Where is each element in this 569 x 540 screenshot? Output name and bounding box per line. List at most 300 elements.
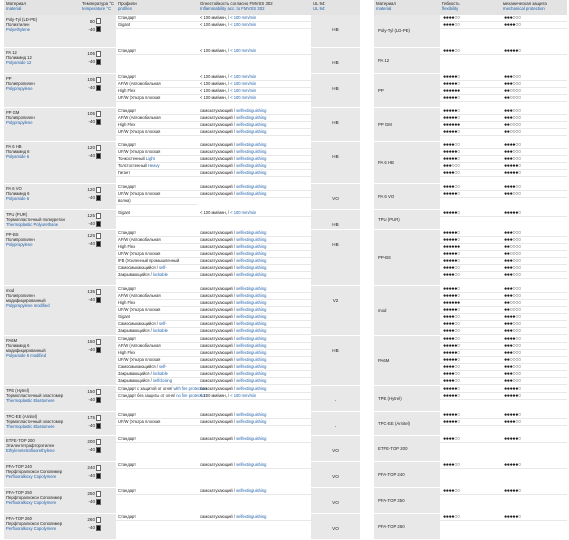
profile-item [116, 122, 198, 129]
material-cell [4, 229, 80, 285]
mechanical-protection-cell [501, 411, 567, 435]
material-name: PFA-TOP 240 [6, 463, 32, 469]
temperature-low-marker [96, 347, 101, 353]
material-name: TPC-EE (Arnitel) [6, 413, 38, 419]
temperature-min [82, 152, 116, 160]
flammability-ru: самозатухающий [200, 121, 233, 127]
profile-item [116, 514, 198, 521]
temperature-cell [80, 107, 116, 141]
protection-dots: ●●●○○○ [501, 81, 567, 88]
flammability-item: самозатухающий / selfextinguishing [198, 251, 311, 258]
flexibility-dots: ●●●●●● [440, 244, 501, 251]
temperature-value: -40 [88, 423, 95, 428]
profile-item [116, 350, 198, 357]
protection-dots: ●●●○○○ [501, 328, 567, 335]
temperature-high-marker [96, 51, 101, 57]
flammability-cell [198, 15, 311, 47]
material-name: TPE (Hytrel) [6, 387, 30, 393]
profile-item [116, 462, 198, 469]
flammability-ru: самозатухающий [200, 285, 233, 291]
flexibility-dots: ●●●●●○ [440, 129, 501, 136]
profile-name-en: lockable [152, 370, 168, 376]
flammability-item: < 100 мм/мин, / < 100 mm/min [198, 48, 311, 55]
flammability-item: самозатухающий / selfextinguishing [198, 336, 311, 343]
material-row [4, 461, 360, 487]
flexibility-dots: ●●●●●○ [440, 286, 501, 293]
flexibility-cell [440, 385, 501, 411]
profiles-cell [116, 183, 198, 209]
flammability-item: < 100 мм/мин, / < 100 mm/min [198, 15, 311, 22]
flammability-en: selfextinguishing [236, 107, 267, 113]
flammability-ru: самозатухающий [200, 250, 233, 256]
profile-name: Стандарт [118, 141, 137, 147]
flammability-en: selfextinguishing [236, 243, 267, 249]
flammability-ru: самозатухающий [200, 356, 233, 362]
flammability-en: < 100 mm/min [230, 94, 257, 100]
flammability-ru: самозатухающий [200, 363, 233, 369]
profile-item [116, 343, 198, 350]
flammability-item: самозатухающий / selfextinguishing [198, 412, 311, 419]
flammability-ru: самозатухающий [200, 257, 233, 263]
protection-dots: ●●●●●○ [501, 393, 567, 400]
profile-name-en: no fire protection [176, 392, 207, 398]
flexibility-dots: ●●●●●○ [440, 115, 501, 122]
flexibility-dots: ●●●●○○ [440, 184, 501, 191]
material-name: Полиамид 6 [6, 342, 30, 348]
temperature-cell [80, 335, 116, 385]
temperature-max [82, 186, 116, 194]
profile-name: Стандарт [118, 513, 137, 519]
temperature-max [82, 212, 116, 220]
profile-name: AF/W (Автомобильная [118, 80, 161, 86]
flammability-cell [198, 107, 311, 141]
flammability-en: selfextinguishing [236, 121, 267, 127]
protection-dots: ●●○○○○ [501, 95, 567, 102]
profile-name: UF/W (Ультра плоская [118, 94, 161, 100]
profile-item [116, 385, 207, 393]
profiles-cell [116, 209, 198, 229]
material-row [4, 73, 360, 107]
material-name: Перфторалкокси Сополимер [6, 520, 63, 526]
profile-item [116, 371, 198, 378]
profile-name: UF/W (Ультра плоская [118, 128, 161, 134]
flammability-ru: самозатухающий [200, 342, 233, 348]
profile-item [116, 357, 198, 364]
material-name: Перфторалкокси Сополимер [6, 468, 63, 474]
profile-name: AF/W (Автомобильная [118, 342, 161, 348]
protection-dots: ●●●○○○ [501, 156, 567, 163]
profile-item [116, 336, 198, 343]
profile-name: Стандарт [118, 73, 137, 79]
flexibility-dots: ●●●●●○ [440, 95, 501, 102]
temperature-value: 150 [87, 339, 95, 344]
profile-name: Закрывающийся / [118, 370, 152, 376]
mechanical-protection-cell [501, 229, 567, 285]
material-cell [4, 461, 80, 487]
rating-row [374, 461, 567, 487]
profiles-cell [116, 335, 198, 385]
profile-name: Gigant [118, 313, 131, 319]
mechanical-protection-cell [501, 47, 567, 73]
profile-item [116, 191, 198, 198]
flexibility-dots: ●●●●●○ [440, 191, 501, 198]
flexibility-dots: ●●●●○○ [440, 378, 501, 385]
mechanical-protection-cell [501, 209, 567, 229]
temperature-min [82, 422, 116, 430]
flexibility-dots: ●●●●○○ [440, 48, 501, 55]
profile-name: Закрывающийся / [118, 377, 152, 383]
flammability-cell [198, 461, 311, 487]
flammability-ru: самозатухающий [200, 148, 233, 154]
flammability-cell [198, 411, 311, 435]
flammability-item: самозатухающий / selfextinguishing [198, 122, 311, 129]
flammability-ru: самозатухающий [200, 513, 233, 519]
profile-item [116, 156, 198, 163]
flexibility-cell [440, 411, 501, 435]
temperature-value: 120 [87, 145, 95, 150]
flammability-item: самозатухающий / selfextinguishing [198, 462, 311, 469]
temperature-min [82, 498, 116, 506]
flexibility-dots: ●●●●●○ [440, 156, 501, 163]
protection-dots: ●●○○○○ [501, 129, 567, 136]
temperature-max [82, 17, 116, 25]
temperature-max [82, 464, 116, 472]
rating-row [374, 47, 567, 73]
profile-name: Стандарт [118, 487, 137, 493]
flammability-ru: самозатухающий [200, 183, 233, 189]
flammability-en: selfextinguishing [236, 349, 267, 355]
profile-item [116, 392, 207, 400]
rating-row [374, 335, 567, 385]
flammability-item: < 100 мм/мин, / < 100 mm/min [198, 393, 311, 400]
flammability-item: самозатухающий / selfextinguishing [198, 149, 311, 156]
flammability-ru: самозатухающий [200, 107, 233, 113]
material-name: Полипропилен [6, 80, 35, 86]
profile-item [116, 184, 198, 191]
flammability-item: самозатухающий / selfextinguishing [198, 184, 311, 191]
temperature-cell [80, 15, 116, 47]
profile-name: AF/W (Автомобильная [118, 292, 161, 298]
ul94-rating: HB [311, 15, 360, 47]
flammability-en: < 100 mm/min [230, 392, 257, 398]
profile-name: UF/W (Ультра плоская [118, 250, 161, 256]
flammability-cell [198, 229, 311, 285]
flexibility-dots: ●●●●○○ [440, 371, 501, 378]
protection-dots: ●●○○○○ [501, 307, 567, 314]
material-name: Перфторалкокси Сополимер [6, 494, 63, 500]
flammability-ru: самозатухающий [200, 461, 233, 467]
flammability-cell [198, 209, 311, 229]
flexibility-cell [440, 183, 501, 209]
temperature-cell [80, 385, 116, 411]
temperature-max [82, 438, 116, 446]
flexibility-cell [440, 487, 501, 513]
protection-dots: ●●●○○○ [501, 74, 567, 81]
temperature-min [82, 58, 116, 66]
protection-dots: ●●○○○○ [501, 244, 567, 251]
flammability-en: selfextinguishing [236, 229, 267, 235]
material-name: Полиамид 6 [6, 148, 30, 154]
flexibility-dots: ●●●●○○ [440, 321, 501, 328]
profile-name-en: Light [145, 155, 155, 161]
material-cell [4, 73, 80, 107]
flammability-ru: < 100 мм/мин, [200, 87, 227, 93]
right-table [374, 0, 567, 540]
flexibility-dots: ●●●●●○ [440, 210, 501, 217]
material-cell [4, 209, 80, 229]
ul94-rating: HB [311, 73, 360, 107]
mechanical-protection-cell [501, 73, 567, 107]
profile-name: High Flex [118, 87, 136, 93]
profile-name: Стандарт [118, 107, 137, 113]
flammability-ru: < 100 мм/мин, [200, 94, 227, 100]
temperature-low-marker [96, 221, 101, 227]
flexibility-dots: ●●●●○○ [440, 462, 501, 469]
flammability-item: самозатухающий / selfextinguishing [198, 129, 311, 136]
flammability-item: самозатухающий / selfextinguishing [198, 265, 311, 272]
flammability-en: selfextinguishing [236, 299, 267, 305]
flammability-ru: самозатухающий [200, 229, 233, 235]
rating-material-name: TPU (PUR) [374, 209, 440, 229]
protection-dots: ●●○○○○ [501, 122, 567, 129]
temperature-value: 240 [87, 465, 95, 470]
material-name: PFA-TOP 260 [6, 515, 32, 521]
protection-dots: ●●○○○○ [501, 251, 567, 258]
rating-material-name: PA 6 VO [374, 183, 440, 209]
rating-row [374, 435, 567, 461]
profile-name: UF/W (Ультра плоская [118, 306, 161, 312]
temperature-cell [80, 209, 116, 229]
flammability-en: selfextinguishing [236, 377, 267, 383]
mechanical-protection-cell [501, 335, 567, 385]
protection-dots: ●●●○○○ [501, 149, 567, 156]
flammability-ru: самозатухающий [200, 162, 233, 168]
flammability-ru: самозатухающий [200, 141, 233, 147]
profile-name-en: with fire protection [173, 385, 207, 391]
protection-dots: ●●●○○○ [501, 350, 567, 357]
profile-item [116, 412, 198, 419]
rating-material-name: mod [374, 285, 440, 335]
temperature-min [82, 240, 116, 248]
header-temperature: Температура °C temperature °C [80, 0, 116, 15]
material-cell [4, 411, 80, 435]
material-name-en: Polyamide 6 [6, 153, 30, 159]
profile-item [116, 129, 198, 136]
flexibility-cell [440, 335, 501, 385]
flexibility-cell [440, 15, 501, 47]
material-name-en: Perfluoralkoxy Copolymere [6, 473, 57, 479]
temperature-low-marker [96, 119, 101, 125]
material-name-en: Polypropylene [6, 241, 33, 247]
flammability-en: selfextinguishing [236, 461, 267, 467]
rating-material-name: PA 6 HB [374, 141, 440, 183]
protection-dots: ●●○○○○ [501, 357, 567, 364]
temperature-low-marker [96, 85, 101, 91]
flammability-cell [198, 47, 311, 73]
profile-name: Самосмыкающийся / [118, 264, 158, 270]
flammability-en: selfextinguishing [236, 327, 267, 333]
flammability-ru: < 100 мм/мин, [200, 80, 227, 86]
flexibility-cell [440, 107, 501, 141]
protection-dots: ●●●●○○ [501, 142, 567, 149]
flammability-ru: самозатухающий [200, 370, 233, 376]
mechanical-protection-cell [501, 107, 567, 141]
material-name-en: Polypropylene modified [6, 302, 50, 308]
flammability-en: selfextinguishing [236, 250, 267, 256]
temperature-min [82, 346, 116, 354]
flammability-ru: самозатухающий [200, 169, 233, 175]
flammability-ru: самозатухающий [200, 385, 233, 391]
flammability-ru: < 100 мм/мин, [200, 209, 227, 215]
flammability-item: самозатухающий / selfextinguishing [198, 230, 311, 237]
flammability-cell [198, 285, 311, 335]
profile-item [116, 230, 198, 237]
flammability-en: selfextinguishing [236, 356, 267, 362]
protection-dots: ●●●○○○ [501, 230, 567, 237]
flammability-ru: < 100 мм/мин, [200, 392, 227, 398]
flexibility-dots: ●●●●●○ [440, 149, 501, 156]
profile-name: Закрывающийся / [118, 271, 152, 277]
flammability-cell [198, 183, 311, 209]
flammability-item: самозатухающий / selfextinguishing [198, 300, 311, 307]
profile-name: Стандарт [118, 15, 137, 20]
profile-item [116, 142, 198, 149]
profile-name: Стандарт [118, 335, 137, 341]
profiles-cell [116, 435, 198, 461]
profile-name: High Flex [118, 349, 136, 355]
temperature-high-marker [96, 233, 101, 239]
header-profiles: Профили profiles [116, 0, 198, 15]
protection-dots: ●●●●●○ [501, 488, 567, 495]
material-row [4, 335, 360, 385]
flammability-en: selfextinguishing [236, 114, 267, 120]
temperature-max [82, 516, 116, 524]
profile-item [116, 272, 198, 279]
material-name: Полипропилен [6, 114, 35, 120]
profile-item [116, 300, 198, 307]
material-name: Полипропилен [6, 292, 35, 298]
flexibility-dots: ●●●●●○ [440, 419, 501, 426]
flammability-item: самозатухающий / selfextinguishing [198, 293, 311, 300]
mechanical-protection-cell [501, 285, 567, 335]
rating-row [374, 487, 567, 513]
temperature-cell [80, 47, 116, 73]
flammability-item: самозатухающий / selfextinguishing [198, 142, 311, 149]
temperature-value: 260 [87, 517, 95, 522]
left-header-row [4, 0, 360, 15]
profile-item [116, 237, 198, 244]
temperature-cell [80, 411, 116, 435]
protection-dots: ●●●●●○ [501, 170, 567, 177]
flammability-en: selfextinguishing [236, 385, 267, 391]
temperature-high-marker [96, 213, 101, 219]
flammability-en: selfextinguishing [236, 513, 267, 519]
flammability-ru: < 100 мм/мин, [200, 73, 227, 79]
protection-dots: ●●●○○○ [501, 364, 567, 371]
temperature-value: -40 [88, 26, 95, 32]
protection-dots: ●●●○○○ [501, 293, 567, 300]
flammability-ru: < 100 мм/мин, [200, 15, 227, 20]
flammability-item: самозатухающий / selfextinguishing [198, 371, 311, 378]
flammability-ru: самозатухающий [200, 264, 233, 270]
profile-item [116, 307, 198, 314]
material-name: Полиэтилен [6, 22, 30, 27]
profile-item [116, 81, 198, 88]
temperature-low-marker [96, 26, 101, 32]
profile-name: Gigant [118, 209, 131, 215]
ul94-rating: HB [311, 141, 360, 183]
temperature-value: 125 [87, 213, 95, 218]
profile-name: Стандарт [118, 229, 137, 235]
protection-dots: ●●●○○○ [501, 321, 567, 328]
flammability-ru: самозатухающий [200, 487, 233, 493]
material-row [4, 385, 360, 411]
flammability-item: самозатухающий / selfextinguishing [198, 328, 311, 335]
temperature-high-marker [96, 187, 101, 193]
material-cell [4, 285, 80, 335]
material-name-en: Thermoplastic Elastomere [6, 397, 55, 403]
material-name: модифицированный [6, 347, 46, 353]
profiles-cell [116, 73, 198, 107]
material-row [4, 487, 360, 513]
rating-material-name: PFA-TOP 250 [374, 487, 440, 513]
flammability-en: selfextinguishing [236, 292, 267, 298]
flammability-item: самозатухающий / selfextinguishing [198, 357, 311, 364]
profiles-cell [116, 513, 198, 539]
temperature-value: 105 [87, 77, 95, 82]
flammability-item: самозатухающий / selfextinguishing [198, 307, 311, 314]
protection-dots: ●●●○○○ [501, 286, 567, 293]
flammability-cell [198, 73, 311, 107]
profile-name: UF/W (Ультра плоская [118, 418, 161, 424]
flammability-cell [198, 435, 311, 461]
flammability-en: selfextinguishing [236, 162, 267, 168]
material-name: Полипропилен [6, 236, 35, 242]
profile-item [116, 48, 198, 55]
ul94-rating: VO [311, 183, 360, 209]
protection-dots: ●●●○○○ [501, 371, 567, 378]
temperature-low-marker [96, 297, 101, 303]
flexibility-cell [440, 229, 501, 285]
flexibility-cell [440, 73, 501, 107]
profile-name-en: lockable [152, 327, 168, 333]
protection-dots: ●●●○○○ [501, 115, 567, 122]
profile-name: Гигант [118, 169, 131, 175]
material-row [4, 513, 360, 539]
protection-dots: ●●●●●○ [501, 514, 567, 521]
flexibility-cell [440, 461, 501, 487]
profile-name-en: self- [159, 320, 167, 326]
flammability-item: самозатухающий / selfextinguishing [198, 350, 311, 357]
profile-name: AF/W (Автомобильная [118, 114, 161, 120]
temperature-min [82, 396, 116, 404]
temperature-min [82, 118, 116, 126]
flexibility-dots: ●●●●○○ [440, 142, 501, 149]
temperature-cell [80, 435, 116, 461]
temperature-value: -40 [88, 397, 95, 402]
flammability-ru: самозатухающий [200, 411, 233, 417]
ul94-rating: VO [311, 513, 360, 539]
flammability-en: selfextinguishing [236, 320, 267, 326]
profile-name: Стандарт [118, 435, 137, 441]
profile-name: Gigant [118, 22, 131, 27]
protection-dots: ●●●●○○ [501, 22, 567, 29]
flexibility-dots: ●●●●●○ [440, 251, 501, 258]
protection-dots: ●●●○○○ [501, 108, 567, 115]
temperature-max [82, 288, 116, 296]
flammability-item: < 100 мм/мин, / < 100 mm/min [198, 88, 311, 95]
profile-item [116, 149, 198, 156]
